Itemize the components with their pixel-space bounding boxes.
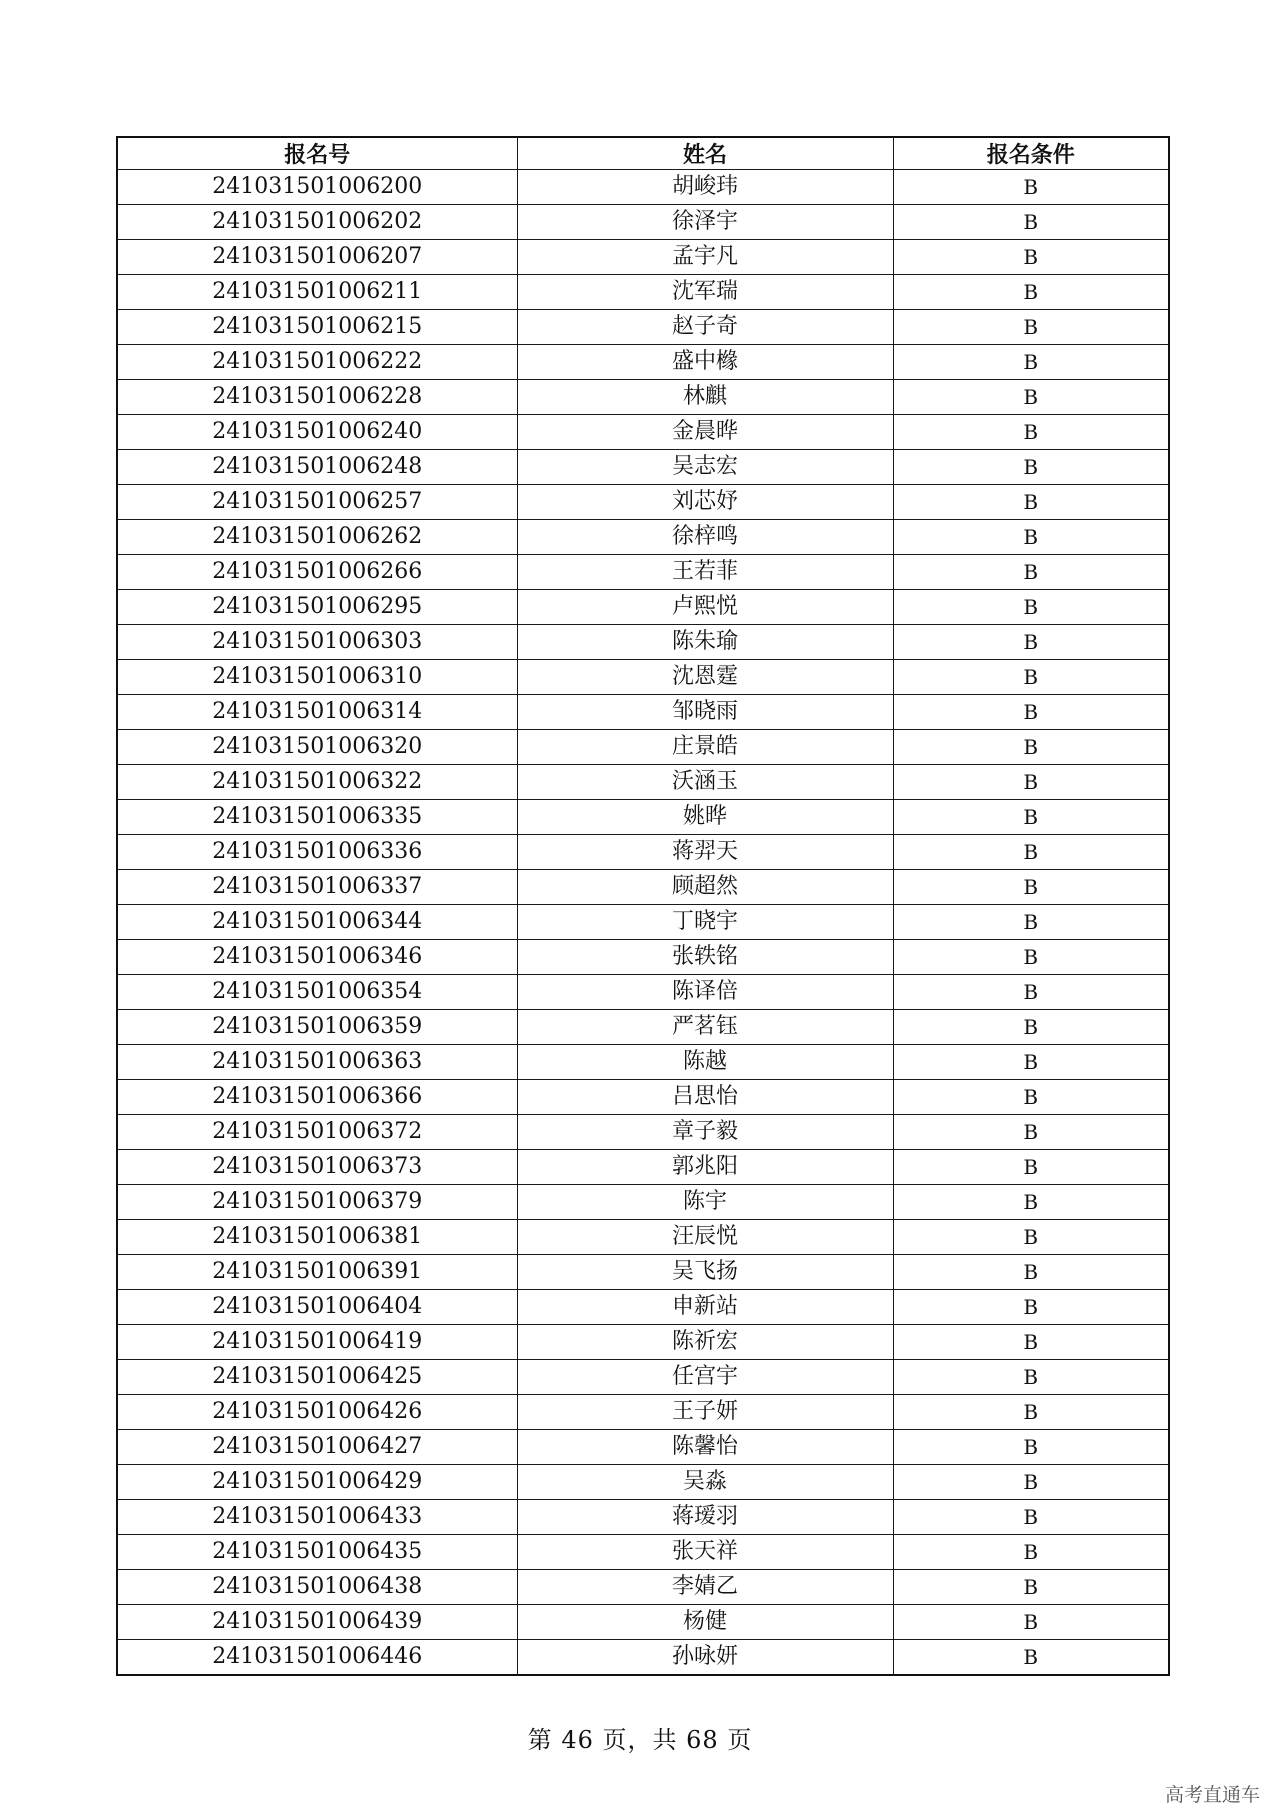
registration-number-cell: 241031501006426 <box>117 1395 517 1430</box>
name-cell: 吴飞扬 <box>517 1255 893 1290</box>
registration-condition-cell: B <box>893 485 1169 520</box>
footer-suffix: 页 <box>727 1726 753 1754</box>
registration-number-cell: 241031501006248 <box>117 450 517 485</box>
registration-number-cell: 241031501006381 <box>117 1220 517 1255</box>
name-cell: 刘芯妤 <box>517 485 893 520</box>
registration-number-cell: 241031501006337 <box>117 870 517 905</box>
registration-condition-cell: B <box>893 870 1169 905</box>
registration-condition-cell: B <box>893 1325 1169 1360</box>
name-cell: 顾超然 <box>517 870 893 905</box>
registration-number-cell: 241031501006438 <box>117 1570 517 1605</box>
registration-condition-cell: B <box>893 240 1169 275</box>
registration-number-cell: 241031501006211 <box>117 275 517 310</box>
registration-condition-cell: B <box>893 1570 1169 1605</box>
registration-number-cell: 241031501006240 <box>117 415 517 450</box>
registration-condition-cell: B <box>893 695 1169 730</box>
registration-condition-cell: B <box>893 170 1169 205</box>
name-cell: 邹晓雨 <box>517 695 893 730</box>
table-row <box>117 415 1169 450</box>
registration-condition-cell: B <box>893 380 1169 415</box>
registration-number-cell: 241031501006435 <box>117 1535 517 1570</box>
registration-condition-cell: B <box>893 1220 1169 1255</box>
table-row <box>117 1220 1169 1255</box>
table-row <box>117 485 1169 520</box>
table-row <box>117 765 1169 800</box>
registration-number-cell: 241031501006363 <box>117 1045 517 1080</box>
table-row <box>117 170 1169 205</box>
table-row <box>117 940 1169 975</box>
table-row <box>117 1150 1169 1185</box>
name-cell: 徐泽宇 <box>517 205 893 240</box>
table-row <box>117 555 1169 590</box>
registration-condition-cell: B <box>893 275 1169 310</box>
name-cell: 姚晔 <box>517 800 893 835</box>
current-page-number: 46 <box>561 1726 594 1754</box>
table-row <box>117 1010 1169 1045</box>
name-cell: 张轶铭 <box>517 940 893 975</box>
footer-mid: 页，共 <box>602 1726 678 1754</box>
registration-number-cell: 241031501006336 <box>117 835 517 870</box>
name-cell: 丁晓宇 <box>517 905 893 940</box>
registration-number-cell: 241031501006295 <box>117 590 517 625</box>
table-row <box>117 1395 1169 1430</box>
registration-number-cell: 241031501006266 <box>117 555 517 590</box>
name-cell: 汪辰悦 <box>517 1220 893 1255</box>
registration-number-cell: 241031501006346 <box>117 940 517 975</box>
registration-condition-cell: B <box>893 205 1169 240</box>
registration-condition-cell: B <box>893 345 1169 380</box>
registration-number-cell: 241031501006320 <box>117 730 517 765</box>
registration-condition-cell: B <box>893 1500 1169 1535</box>
registration-condition-cell: B <box>893 1290 1169 1325</box>
registration-number-cell: 241031501006303 <box>117 625 517 660</box>
name-cell: 任宫宇 <box>517 1360 893 1395</box>
registration-number-cell: 241031501006359 <box>117 1010 517 1045</box>
registration-condition-cell: B <box>893 590 1169 625</box>
table-row <box>117 450 1169 485</box>
registration-number-cell: 241031501006202 <box>117 205 517 240</box>
registration-number-cell: 241031501006446 <box>117 1640 517 1676</box>
registration-number-cell: 241031501006366 <box>117 1080 517 1115</box>
table-row <box>117 800 1169 835</box>
name-cell: 沈恩霆 <box>517 660 893 695</box>
name-cell: 沈军瑞 <box>517 275 893 310</box>
registration-condition-cell: B <box>893 905 1169 940</box>
name-cell: 徐梓鸣 <box>517 520 893 555</box>
registration-number-cell: 241031501006373 <box>117 1150 517 1185</box>
table-row <box>117 870 1169 905</box>
registration-condition-cell: B <box>893 1430 1169 1465</box>
name-cell: 陈译倍 <box>517 975 893 1010</box>
table-row <box>117 1360 1169 1395</box>
name-cell: 沃涵玉 <box>517 765 893 800</box>
registration-number-cell: 241031501006215 <box>117 310 517 345</box>
name-cell: 蒋瑷羽 <box>517 1500 893 1535</box>
registration-condition-cell: B <box>893 450 1169 485</box>
registration-condition-cell: B <box>893 1605 1169 1640</box>
registration-number-cell: 241031501006228 <box>117 380 517 415</box>
registration-condition-cell: B <box>893 1115 1169 1150</box>
registration-condition-cell: B <box>893 1640 1169 1676</box>
table-row <box>117 1290 1169 1325</box>
registration-condition-cell: B <box>893 1080 1169 1115</box>
table-row <box>117 1045 1169 1080</box>
registration-condition-cell: B <box>893 975 1169 1010</box>
registration-condition-cell: B <box>893 800 1169 835</box>
table-row <box>117 835 1169 870</box>
registration-number-cell: 241031501006404 <box>117 1290 517 1325</box>
header-registration-condition: 报名条件 <box>893 137 1169 170</box>
table-row <box>117 1080 1169 1115</box>
name-cell: 陈朱瑜 <box>517 625 893 660</box>
registration-condition-cell: B <box>893 1150 1169 1185</box>
registration-condition-cell: B <box>893 625 1169 660</box>
registration-number-cell: 241031501006314 <box>117 695 517 730</box>
registration-condition-cell: B <box>893 1395 1169 1430</box>
registration-condition-cell: B <box>893 555 1169 590</box>
name-cell: 孟宇凡 <box>517 240 893 275</box>
table-row <box>117 1325 1169 1360</box>
name-cell: 孙咏妍 <box>517 1640 893 1676</box>
table-body <box>117 170 1169 1676</box>
table-row <box>117 1430 1169 1465</box>
name-cell: 李婧乙 <box>517 1570 893 1605</box>
table-row <box>117 975 1169 1010</box>
registration-number-cell: 241031501006207 <box>117 240 517 275</box>
name-cell: 陈越 <box>517 1045 893 1080</box>
table-row <box>117 240 1169 275</box>
table-row <box>117 205 1169 240</box>
registration-number-cell: 241031501006433 <box>117 1500 517 1535</box>
table-row <box>117 1570 1169 1605</box>
table-row <box>117 1640 1169 1676</box>
total-pages-number: 68 <box>686 1726 719 1754</box>
registration-number-cell: 241031501006257 <box>117 485 517 520</box>
table-row <box>117 905 1169 940</box>
registration-number-cell: 241031501006425 <box>117 1360 517 1395</box>
registration-condition-cell: B <box>893 1185 1169 1220</box>
registration-number-cell: 241031501006419 <box>117 1325 517 1360</box>
table-row <box>117 1500 1169 1535</box>
name-cell: 王若菲 <box>517 555 893 590</box>
registration-number-cell: 241031501006379 <box>117 1185 517 1220</box>
name-cell: 吕思怡 <box>517 1080 893 1115</box>
name-cell: 严茗钰 <box>517 1010 893 1045</box>
name-cell: 郭兆阳 <box>517 1150 893 1185</box>
registration-number-cell: 241031501006222 <box>117 345 517 380</box>
footer-prefix: 第 <box>527 1726 553 1754</box>
name-cell: 杨健 <box>517 1605 893 1640</box>
table-row <box>117 345 1169 380</box>
registration-condition-cell: B <box>893 1045 1169 1080</box>
name-cell: 蒋羿天 <box>517 835 893 870</box>
registration-condition-cell: B <box>893 1535 1169 1570</box>
name-cell: 赵子奇 <box>517 310 893 345</box>
registration-number-cell: 241031501006439 <box>117 1605 517 1640</box>
name-cell: 张天祥 <box>517 1535 893 1570</box>
roster-table <box>116 136 1170 1676</box>
registration-condition-cell: B <box>893 835 1169 870</box>
name-cell: 卢熙悦 <box>517 590 893 625</box>
table-row <box>117 380 1169 415</box>
name-cell: 吴淼 <box>517 1465 893 1500</box>
name-cell: 陈宇 <box>517 1185 893 1220</box>
table-row <box>117 1535 1169 1570</box>
table-row <box>117 695 1169 730</box>
name-cell: 庄景皓 <box>517 730 893 765</box>
registration-condition-cell: B <box>893 1010 1169 1045</box>
table-row <box>117 1465 1169 1500</box>
name-cell: 王子妍 <box>517 1395 893 1430</box>
table-row <box>117 275 1169 310</box>
registration-number-cell: 241031501006391 <box>117 1255 517 1290</box>
name-cell: 陈馨怡 <box>517 1430 893 1465</box>
table-row <box>117 730 1169 765</box>
table-row <box>117 590 1169 625</box>
registration-condition-cell: B <box>893 1255 1169 1290</box>
name-cell: 金晨晔 <box>517 415 893 450</box>
registration-number-cell: 241031501006335 <box>117 800 517 835</box>
table-row <box>117 310 1169 345</box>
registration-number-cell: 241031501006354 <box>117 975 517 1010</box>
header-row <box>117 137 1169 170</box>
table-row <box>117 1255 1169 1290</box>
registration-number-cell: 241031501006427 <box>117 1430 517 1465</box>
name-cell: 吴志宏 <box>517 450 893 485</box>
registration-number-cell: 241031501006344 <box>117 905 517 940</box>
name-cell: 陈祈宏 <box>517 1325 893 1360</box>
table-row <box>117 1115 1169 1150</box>
registration-condition-cell: B <box>893 310 1169 345</box>
table-row <box>117 1605 1169 1640</box>
name-cell: 章子毅 <box>517 1115 893 1150</box>
table-row <box>117 1185 1169 1220</box>
registration-number-cell: 241031501006322 <box>117 765 517 800</box>
table-row <box>117 520 1169 555</box>
table-header <box>117 137 1169 170</box>
page-number-footer <box>0 1720 1280 1755</box>
registration-condition-cell: B <box>893 415 1169 450</box>
registration-condition-cell: B <box>893 660 1169 695</box>
registration-condition-cell: B <box>893 940 1169 975</box>
name-cell: 申新站 <box>517 1290 893 1325</box>
header-registration-number: 报名号 <box>117 137 517 170</box>
registration-condition-cell: B <box>893 520 1169 555</box>
registration-number-cell: 241031501006372 <box>117 1115 517 1150</box>
table-row <box>117 660 1169 695</box>
name-cell: 林麒 <box>517 380 893 415</box>
registration-condition-cell: B <box>893 1360 1169 1395</box>
table-row <box>117 625 1169 660</box>
registration-number-cell: 241031501006310 <box>117 660 517 695</box>
name-cell: 胡峻玮 <box>517 170 893 205</box>
watermark: 高考直通车 <box>1164 1784 1260 1806</box>
registration-condition-cell: B <box>893 730 1169 765</box>
registration-condition-cell: B <box>893 1465 1169 1500</box>
registration-number-cell: 241031501006429 <box>117 1465 517 1500</box>
name-cell: 盛中橼 <box>517 345 893 380</box>
registration-number-cell: 241031501006262 <box>117 520 517 555</box>
registration-condition-cell: B <box>893 765 1169 800</box>
header-name: 姓名 <box>517 137 893 170</box>
registration-number-cell: 241031501006200 <box>117 170 517 205</box>
